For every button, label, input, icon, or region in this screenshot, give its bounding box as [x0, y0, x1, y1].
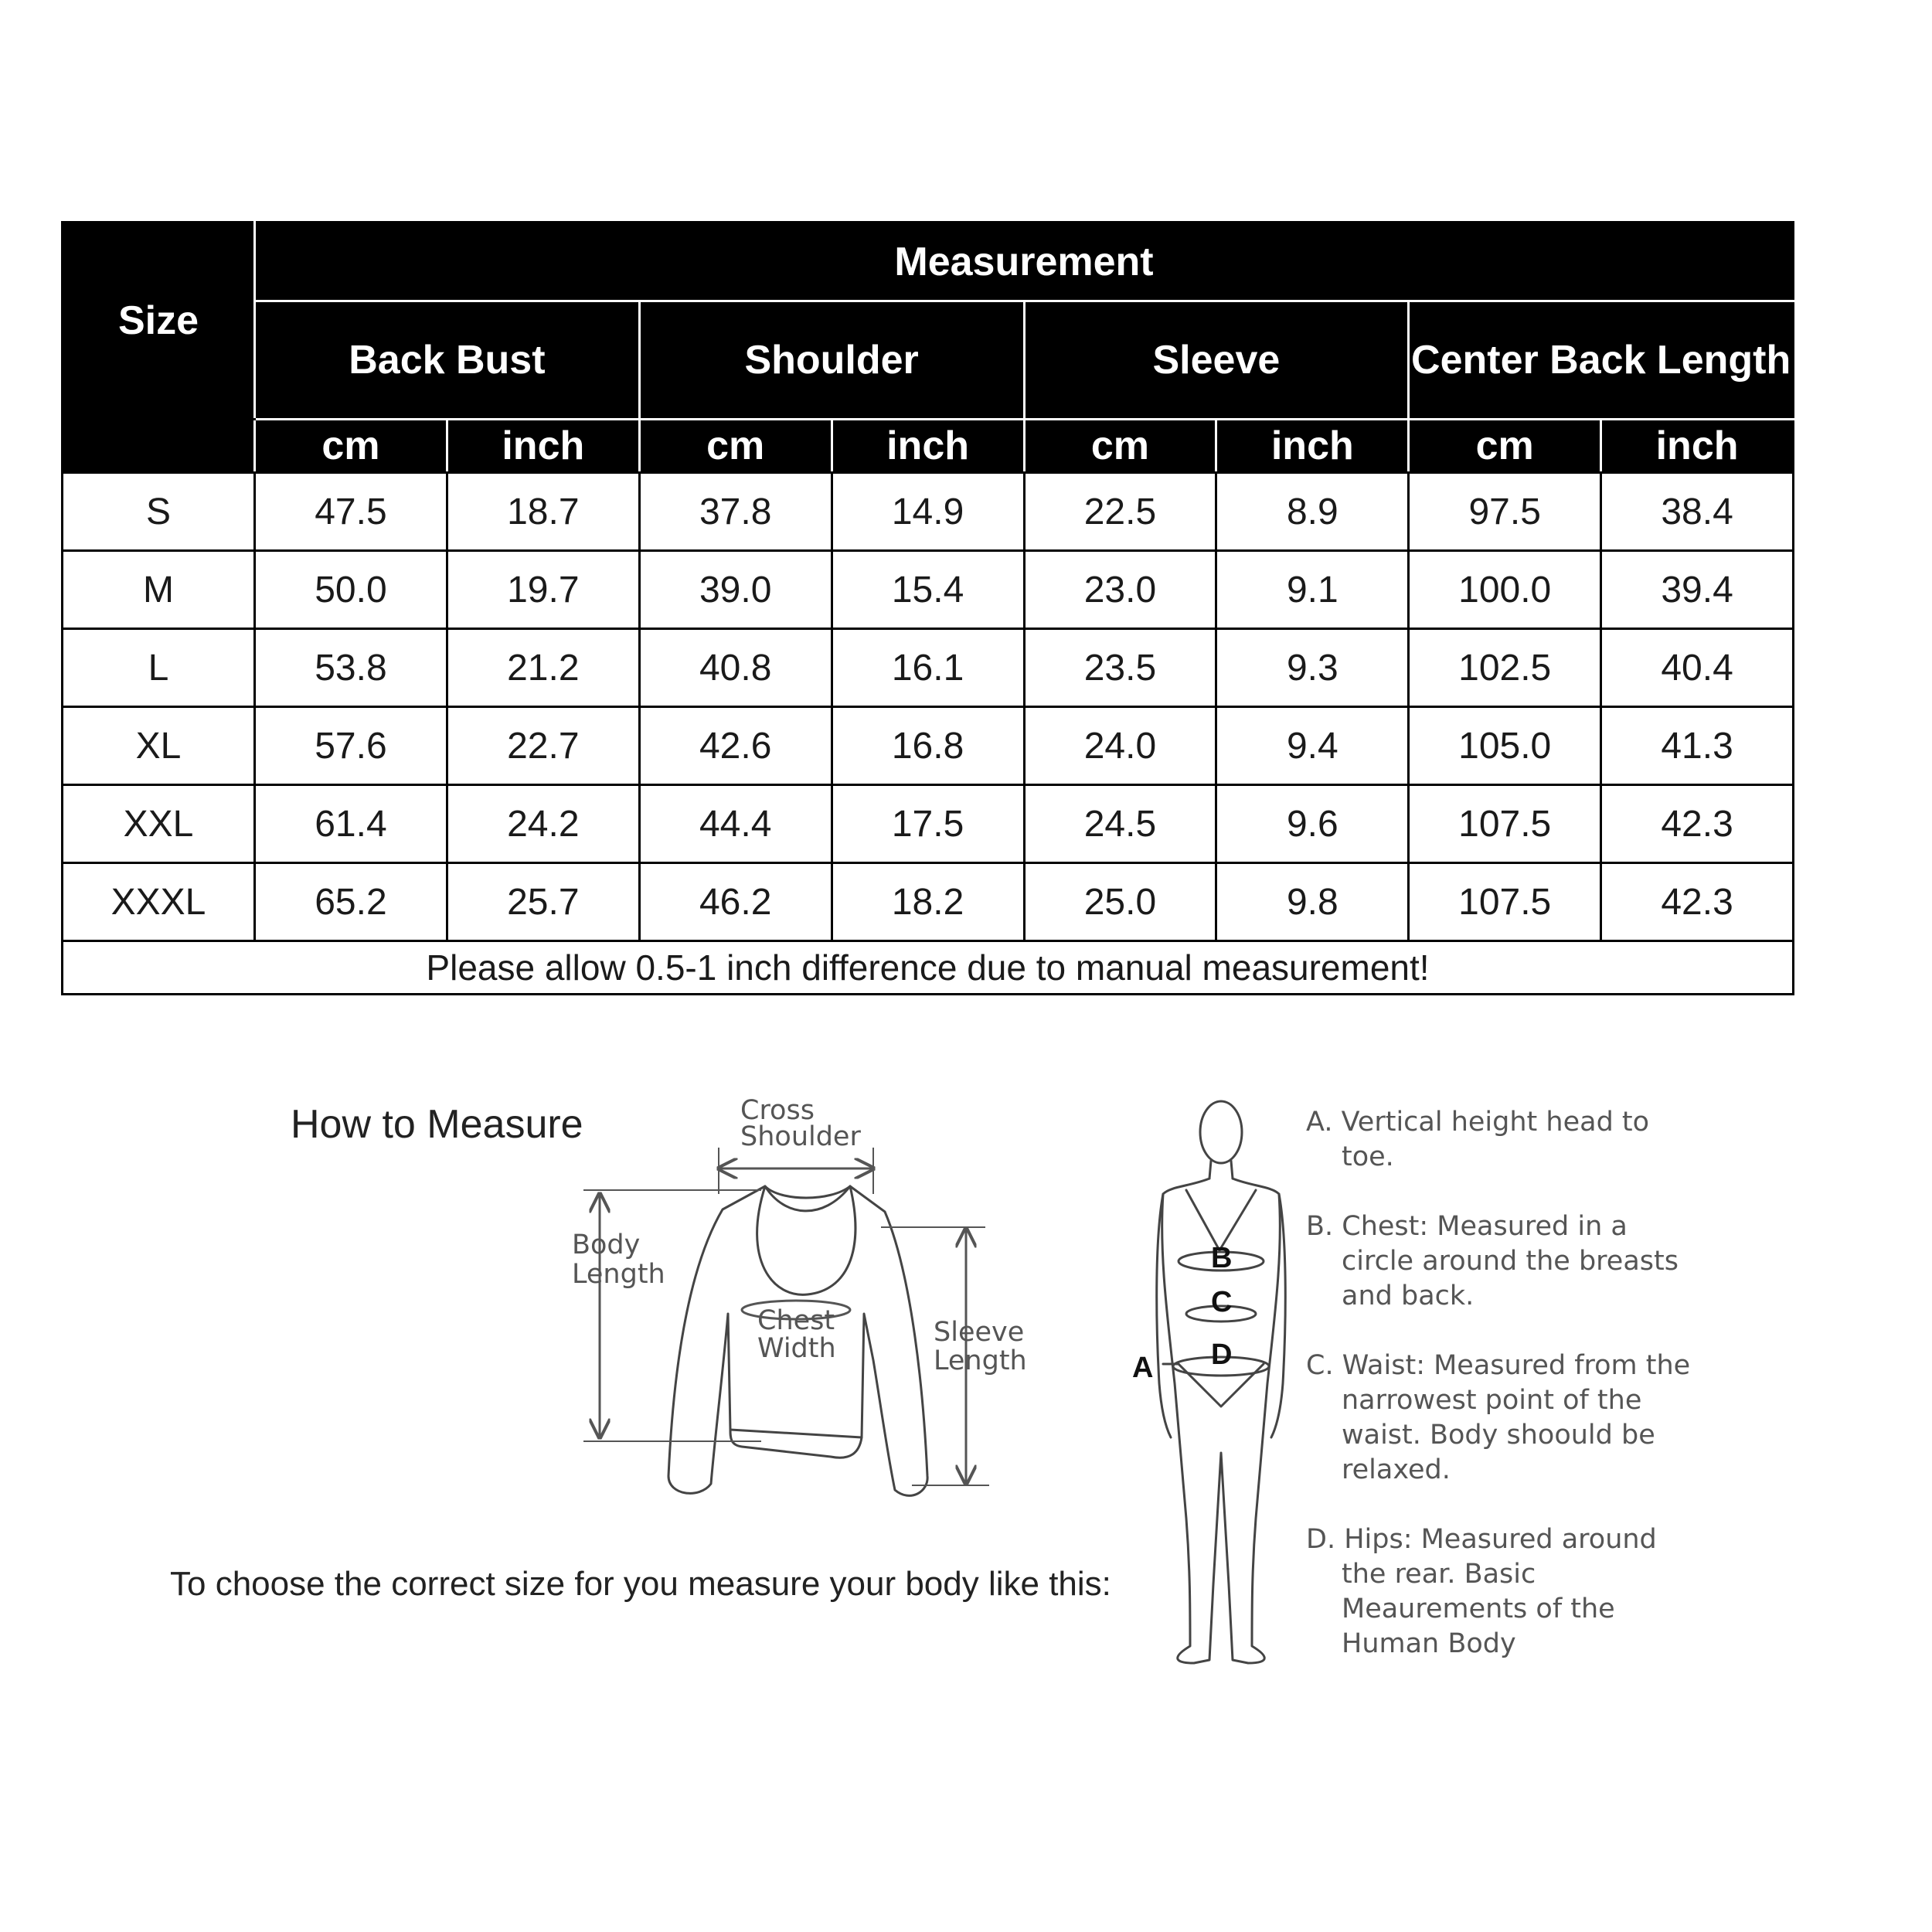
unit-header-cm: cm: [1024, 420, 1216, 473]
chest-width-label: Width: [757, 1333, 836, 1364]
value-cell: 42.6: [639, 707, 832, 785]
value-cell: 65.2: [255, 863, 447, 941]
value-cell: 21.2: [447, 629, 639, 707]
sweater-hem-icon: [730, 1430, 862, 1437]
size-cell: L: [63, 629, 255, 707]
value-cell: 44.4: [639, 785, 832, 863]
value-cell: 46.2: [639, 863, 832, 941]
value-cell: 40.4: [1601, 629, 1794, 707]
left-arm-icon: [1157, 1194, 1171, 1437]
value-cell: 25.0: [1024, 863, 1216, 941]
measurement-note: Please allow 0.5-1 inch difference due to manual measurement!: [63, 941, 1794, 995]
value-cell: 61.4: [255, 785, 447, 863]
body-letter-d: D: [1211, 1338, 1233, 1371]
value-cell: 41.3: [1601, 707, 1794, 785]
sleeve-length-label: Sleeve: [934, 1317, 1025, 1348]
value-cell: 50.0: [255, 551, 447, 629]
value-cell: 19.7: [447, 551, 639, 629]
value-cell: 39.0: [639, 551, 832, 629]
cross-shoulder-label: Shoulder: [740, 1121, 861, 1152]
value-cell: 14.9: [832, 473, 1024, 551]
value-cell: 107.5: [1409, 863, 1601, 941]
unit-header-cm: cm: [1409, 420, 1601, 473]
how-to-measure-title: How to Measure: [291, 1102, 583, 1147]
value-cell: 42.3: [1601, 863, 1794, 941]
value-cell: 9.1: [1216, 551, 1409, 629]
body-length-label: Length: [572, 1259, 665, 1290]
body-letter-b: B: [1211, 1242, 1233, 1274]
value-cell: 47.5: [255, 473, 447, 551]
unit-header-inch: inch: [1216, 420, 1409, 473]
value-cell: 22.5: [1024, 473, 1216, 551]
size-cell: S: [63, 473, 255, 551]
size-cell: XXXL: [63, 863, 255, 941]
measurement-header: Measurement: [255, 223, 1794, 301]
group-header-sleeve: Sleeve: [1024, 301, 1409, 420]
choose-size-instruction: To choose the correct size for you measure your body like this:: [170, 1565, 1111, 1603]
legend-item-a: A. Vertical height head to toe.: [1306, 1107, 1650, 1172]
value-cell: 9.6: [1216, 785, 1409, 863]
value-cell: 39.4: [1601, 551, 1794, 629]
value-cell: 24.0: [1024, 707, 1216, 785]
value-cell: 37.8: [639, 473, 832, 551]
value-cell: 100.0: [1409, 551, 1601, 629]
legend-item-d: D. Hips: Measured around the rear. Basic Meaurements of the Human Body: [1306, 1524, 1657, 1659]
value-cell: 18.2: [832, 863, 1024, 941]
value-cell: 16.1: [832, 629, 1024, 707]
unit-header-cm: cm: [639, 420, 832, 473]
value-cell: 102.5: [1409, 629, 1601, 707]
value-cell: 24.2: [447, 785, 639, 863]
unit-header-inch: inch: [832, 420, 1024, 473]
sweater-neck-icon: [757, 1186, 855, 1294]
value-cell: 23.0: [1024, 551, 1216, 629]
value-cell: 9.3: [1216, 629, 1409, 707]
value-cell: 40.8: [639, 629, 832, 707]
chest-width-label: Chest: [757, 1305, 835, 1336]
group-header-back-bust: Back Bust: [255, 301, 640, 420]
value-cell: 25.7: [447, 863, 639, 941]
body-figure-diagram: [1157, 1101, 1286, 1663]
value-cell: 9.8: [1216, 863, 1409, 941]
value-cell: 53.8: [255, 629, 447, 707]
legend-item-c: C. Waist: Measured from the narrowest point of the waist. Body shoould be relaxed.: [1306, 1350, 1691, 1485]
value-cell: 16.8: [832, 707, 1024, 785]
measurement-legend: [1306, 1105, 1708, 1696]
head-icon: [1200, 1101, 1242, 1163]
unit-header-inch: inch: [447, 420, 639, 473]
value-cell: 8.9: [1216, 473, 1409, 551]
size-cell: XXL: [63, 785, 255, 863]
value-cell: 105.0: [1409, 707, 1601, 785]
value-cell: 107.5: [1409, 785, 1601, 863]
sleeve-length-label: Length: [934, 1345, 1027, 1376]
sweater-collar-icon: [765, 1186, 850, 1198]
value-cell: 17.5: [832, 785, 1024, 863]
size-cell: M: [63, 551, 255, 629]
value-cell: 23.5: [1024, 629, 1216, 707]
size-column-header: Size: [63, 223, 255, 420]
legend-item-b: B. Chest: Measured in a circle around the breasts and back.: [1306, 1211, 1679, 1311]
body-length-label: Body: [572, 1230, 641, 1260]
value-cell: 22.7: [447, 707, 639, 785]
body-letter-c: C: [1211, 1286, 1233, 1318]
value-cell: 38.4: [1601, 473, 1794, 551]
value-cell: 9.4: [1216, 707, 1409, 785]
unit-header-cm: cm: [255, 420, 447, 473]
body-letter-a: A: [1132, 1352, 1154, 1384]
cross-shoulder-label: Cross: [740, 1095, 815, 1126]
value-cell: 24.5: [1024, 785, 1216, 863]
group-header-center-back-length: Center Back Length: [1409, 301, 1794, 420]
value-cell: 42.3: [1601, 785, 1794, 863]
value-cell: 18.7: [447, 473, 639, 551]
group-header-shoulder: Shoulder: [639, 301, 1024, 420]
right-arm-icon: [1271, 1194, 1285, 1437]
unit-header-inch: inch: [1601, 420, 1794, 473]
value-cell: 15.4: [832, 551, 1024, 629]
value-cell: 97.5: [1409, 473, 1601, 551]
value-cell: 57.6: [255, 707, 447, 785]
size-cell: XL: [63, 707, 255, 785]
